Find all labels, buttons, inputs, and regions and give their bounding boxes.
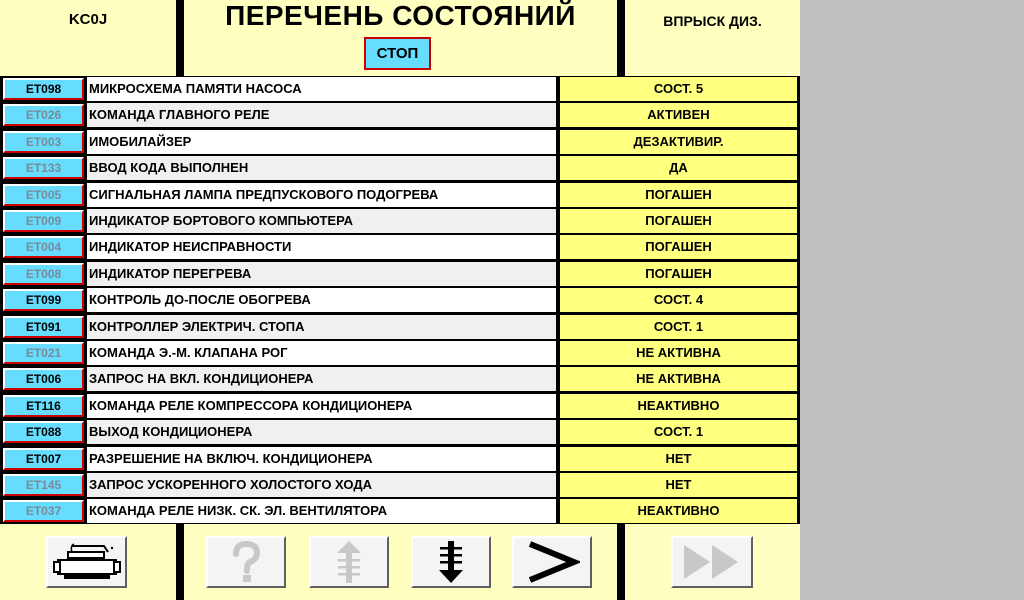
status-value: ПОГАШЕН: [560, 183, 797, 207]
status-value: АКТИВЕН: [560, 103, 797, 127]
status-name: РАЗРЕШЕНИЕ НА ВКЛЮЧ. КОНДИЦИОНЕРА: [87, 447, 556, 471]
status-value: СОСТ. 5: [560, 77, 797, 101]
table-row: [0, 208, 800, 234]
desktop-background: [800, 0, 1024, 600]
status-code-button[interactable]: ET098: [3, 78, 84, 100]
navigation-panel: [184, 524, 617, 600]
status-name: ВЫХОД КОНДИЦИОНЕРА: [87, 420, 556, 444]
page-title: ПЕРЕЧЕНЬ СОСТОЯНИЙ: [225, 0, 576, 31]
fast-forward-button[interactable]: [671, 536, 753, 588]
stop-button[interactable]: СТОП: [364, 37, 431, 70]
status-list: [0, 76, 800, 524]
table-row: [0, 419, 800, 445]
chevron-right-icon: [524, 540, 580, 584]
status-value: НЕАКТИВНО: [560, 394, 797, 418]
table-row: [0, 287, 800, 313]
status-name: ИМОБИЛАЙЗЕР: [87, 130, 556, 154]
status-code-button[interactable]: ET003: [3, 131, 84, 153]
page-down-arrow-icon: [436, 539, 466, 585]
table-row: [0, 366, 800, 392]
table-row: [0, 155, 800, 181]
status-name: ИНДИКАТОР НЕИСПРАВНОСТИ: [87, 235, 556, 259]
status-code-button[interactable]: ET004: [3, 236, 84, 258]
status-name: КОМАНДА РЕЛЕ КОМПРЕССОРА КОНДИЦИОНЕРА: [87, 394, 556, 418]
status-name: ВВОД КОДА ВЫПОЛНЕН: [87, 156, 556, 180]
status-value: СОСТ. 1: [560, 420, 797, 444]
page-up-button[interactable]: [309, 536, 389, 588]
bottom-right-panel: [625, 524, 800, 600]
table-row: [0, 102, 800, 128]
status-name: СИГНАЛЬНАЯ ЛАМПА ПРЕДПУСКОВОГО ПОДОГРЕВА: [87, 183, 556, 207]
print-button[interactable]: [46, 536, 127, 588]
ecu-id-label: KC0J: [68, 11, 108, 28]
status-name: ИНДИКАТОР БОРТОВОГО КОМПЬЮТЕРА: [87, 209, 556, 233]
status-value: ПОГАШЕН: [560, 235, 797, 259]
status-value: ДЕЗАКТИВИР.: [560, 130, 797, 154]
next-button[interactable]: [512, 536, 592, 588]
status-name: ЗАПРОС НА ВКЛ. КОНДИЦИОНЕРА: [87, 367, 556, 391]
status-code-button[interactable]: ET008: [3, 263, 84, 285]
page-up-arrow-icon: [334, 539, 364, 585]
status-value: НЕТ: [560, 473, 797, 497]
status-value: НЕ АКТИВНА: [560, 367, 797, 391]
status-value: СОСТ. 1: [560, 315, 797, 339]
status-name: КОМАНДА ГЛАВНОГО РЕЛЕ: [87, 103, 556, 127]
fast-forward-icon: [680, 541, 744, 583]
status-value: СОСТ. 4: [560, 288, 797, 312]
status-code-button[interactable]: ET026: [3, 104, 84, 126]
status-code-button[interactable]: ET088: [3, 421, 84, 443]
status-code-button[interactable]: ET099: [3, 289, 84, 311]
question-icon: [226, 540, 266, 584]
table-row: [0, 129, 800, 155]
ecu-id-panel: [0, 0, 176, 76]
status-value: ПОГАШЕН: [560, 262, 797, 286]
status-code-button[interactable]: ET005: [3, 184, 84, 206]
table-row: [0, 314, 800, 340]
table-row: [0, 76, 800, 102]
title-panel: [184, 0, 617, 76]
help-button[interactable]: [206, 536, 286, 588]
status-name: КОНТРОЛЬ ДО-ПОСЛЕ ОБОГРЕВА: [87, 288, 556, 312]
status-value: НЕ АКТИВНА: [560, 341, 797, 365]
status-code-button[interactable]: ET007: [3, 448, 84, 470]
system-panel: [625, 0, 800, 76]
status-code-button[interactable]: ET009: [3, 210, 84, 232]
status-value: ДА: [560, 156, 797, 180]
table-row: [0, 261, 800, 287]
table-row: [0, 340, 800, 366]
status-name: МИКРОСХЕМА ПАМЯТИ НАСОСА: [87, 77, 556, 101]
status-code-button[interactable]: ET006: [3, 368, 84, 390]
bottom-left-panel: [0, 524, 176, 600]
table-row: [0, 472, 800, 498]
status-code-button[interactable]: ET037: [3, 500, 84, 522]
table-row: [0, 182, 800, 208]
printer-icon: [52, 542, 122, 582]
table-row: [0, 393, 800, 419]
status-name: ЗАПРОС УСКОРЕННОГО ХОЛОСТОГО ХОДА: [87, 473, 556, 497]
status-name: КОМАНДА РЕЛЕ НИЗК. СК. ЭЛ. ВЕНТИЛЯТОРА: [87, 499, 556, 523]
status-code-button[interactable]: ET145: [3, 474, 84, 496]
status-value: НЕТ: [560, 447, 797, 471]
status-name: КОНТРОЛЛЕР ЭЛЕКТРИЧ. СТОПА: [87, 315, 556, 339]
status-code-button[interactable]: ET091: [3, 316, 84, 338]
status-name: ИНДИКАТОР ПЕРЕГРЕВА: [87, 262, 556, 286]
table-row: [0, 446, 800, 472]
page-down-button[interactable]: [411, 536, 491, 588]
status-code-button[interactable]: ET021: [3, 342, 84, 364]
status-code-button[interactable]: ET133: [3, 157, 84, 179]
table-row: [0, 498, 800, 524]
table-row: [0, 234, 800, 260]
status-name: КОМАНДА Э.-М. КЛАПАНА РОГ: [87, 341, 556, 365]
status-code-button[interactable]: ET116: [3, 395, 84, 417]
system-label: ВПРЫСК ДИЗ.: [663, 13, 762, 29]
status-value: НЕАКТИВНО: [560, 499, 797, 523]
status-value: ПОГАШЕН: [560, 209, 797, 233]
